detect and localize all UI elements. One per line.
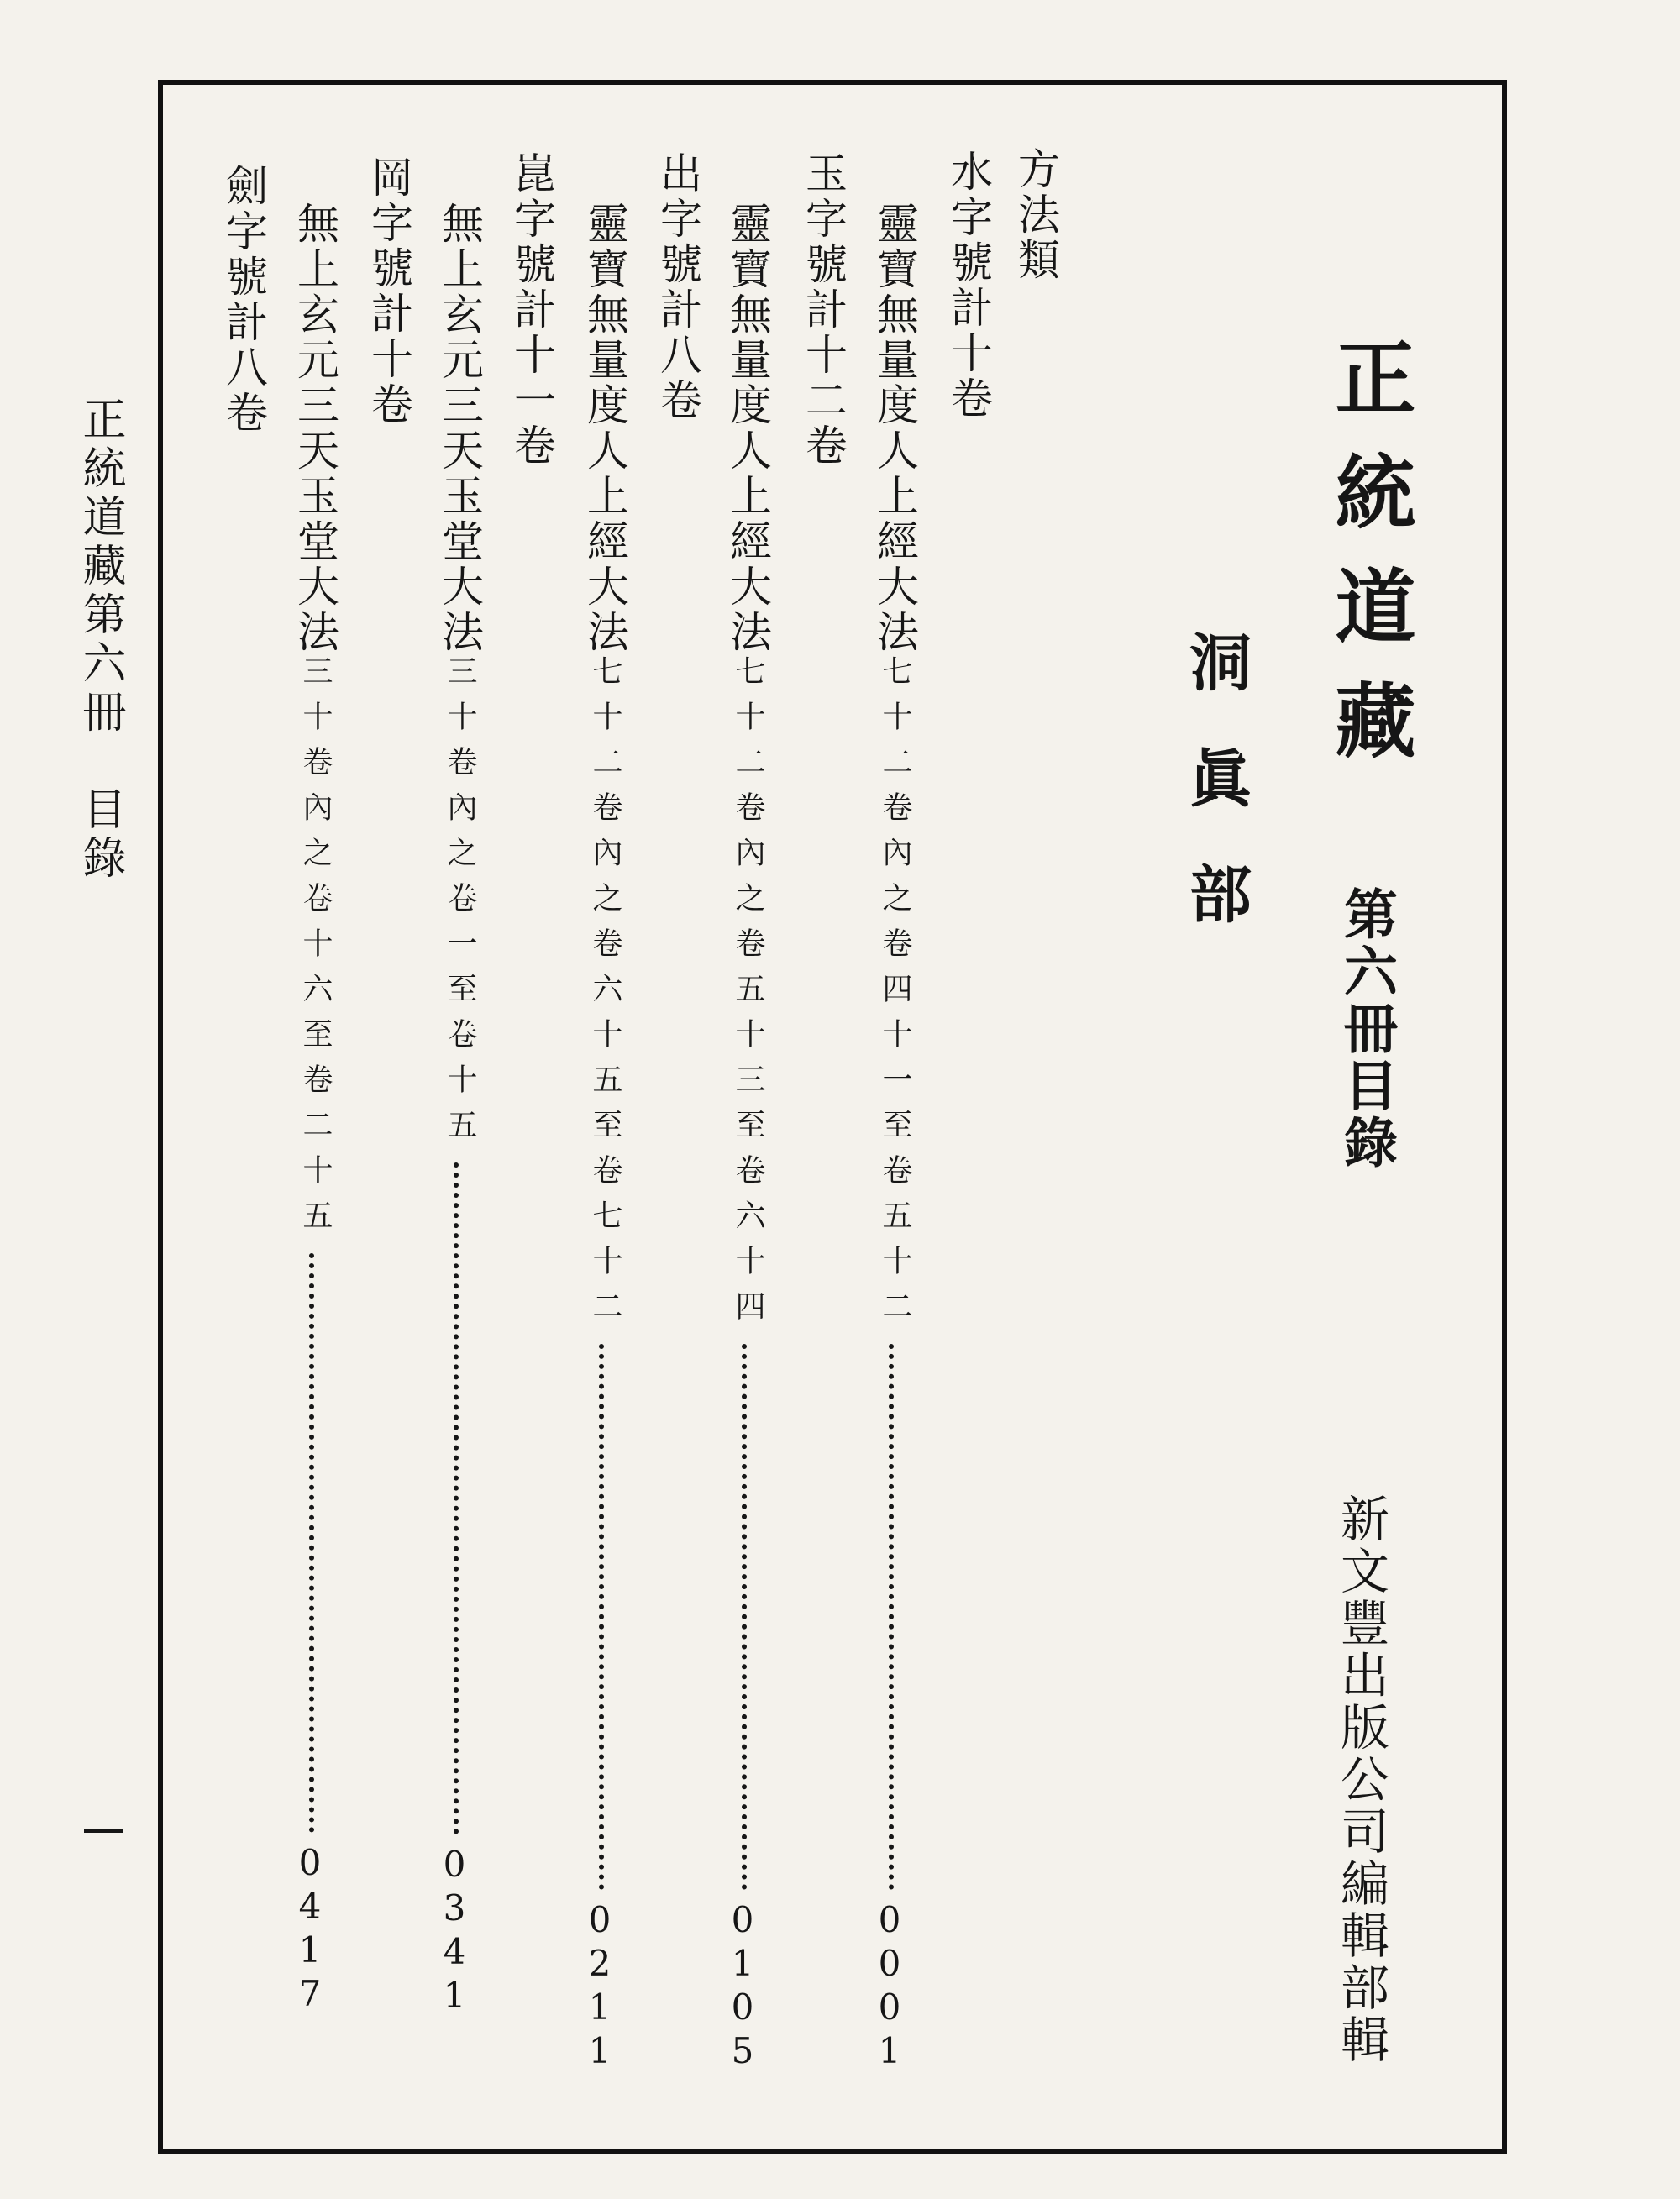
toc-entry [723, 202, 772, 2073]
entry-page-digits: 0 4 1 7 [298, 1842, 332, 2014]
entry-page-digits: 0 0 0 1 [878, 1899, 911, 2071]
entry-page [587, 1898, 622, 2073]
entry-volumes: 三十卷內之卷十六至卷二十五 [298, 655, 333, 1245]
category-heading: 方法類 [1011, 147, 1060, 283]
page-folio [84, 1829, 123, 1833]
toc-entry [435, 202, 484, 2018]
entry-title: 無上玄元三天玉堂大法 [435, 202, 484, 655]
dot-leader [309, 1253, 321, 1833]
publisher-credit: 新文豐出版公司編輯部輯 [1332, 1493, 1389, 2066]
toc-entry [291, 202, 339, 2016]
entry-title: 靈寶無量度人上經大法 [723, 202, 772, 655]
entry-volumes: 七十二卷內之卷四十一至卷五十二 [878, 655, 912, 1336]
dot-leader [889, 1344, 900, 1890]
group-heading: 水字號計十卷 [944, 150, 993, 422]
entry-title: 靈寶無量度人上經大法 [580, 202, 629, 655]
entry-page-digits: 0 1 0 5 [731, 1899, 764, 2071]
running-head: 正統道藏第六冊 目錄 [75, 396, 125, 884]
book-title: 正統道藏 [1322, 336, 1417, 793]
group-heading: 出字號計八卷 [654, 151, 702, 423]
entry-page [442, 1843, 477, 2018]
group-heading: 玉字號計十二卷 [799, 151, 848, 469]
dot-leader [454, 1162, 465, 1834]
group-heading: 劍字號計八卷 [219, 164, 268, 436]
department-title: 洞眞部 [1179, 630, 1252, 978]
volume-title: 第六冊目錄 [1335, 886, 1398, 1172]
toc-entry [580, 202, 629, 2073]
entry-page-digits: 0 3 4 1 [443, 1844, 476, 2016]
entry-volumes: 七十二卷內之卷六十五至卷七十二 [588, 655, 622, 1336]
entry-page [297, 1841, 333, 2016]
dot-leader [742, 1344, 753, 1890]
entry-volumes: 七十二卷內之卷五十三至卷六十四 [731, 655, 765, 1336]
entry-volumes: 三十卷內之卷一至卷十五 [443, 655, 477, 1154]
entry-title: 靈寶無量度人上經大法 [870, 202, 919, 655]
entry-title: 無上玄元三天玉堂大法 [291, 202, 339, 655]
group-heading: 崑字號計十一卷 [507, 151, 556, 469]
toc-entry [870, 202, 919, 2073]
entry-page-digits: 0 2 1 1 [588, 1899, 622, 2071]
group-heading: 岡字號計十卷 [365, 155, 413, 428]
entry-page [877, 1898, 912, 2073]
dot-leader [599, 1344, 611, 1890]
entry-page [730, 1898, 765, 2073]
